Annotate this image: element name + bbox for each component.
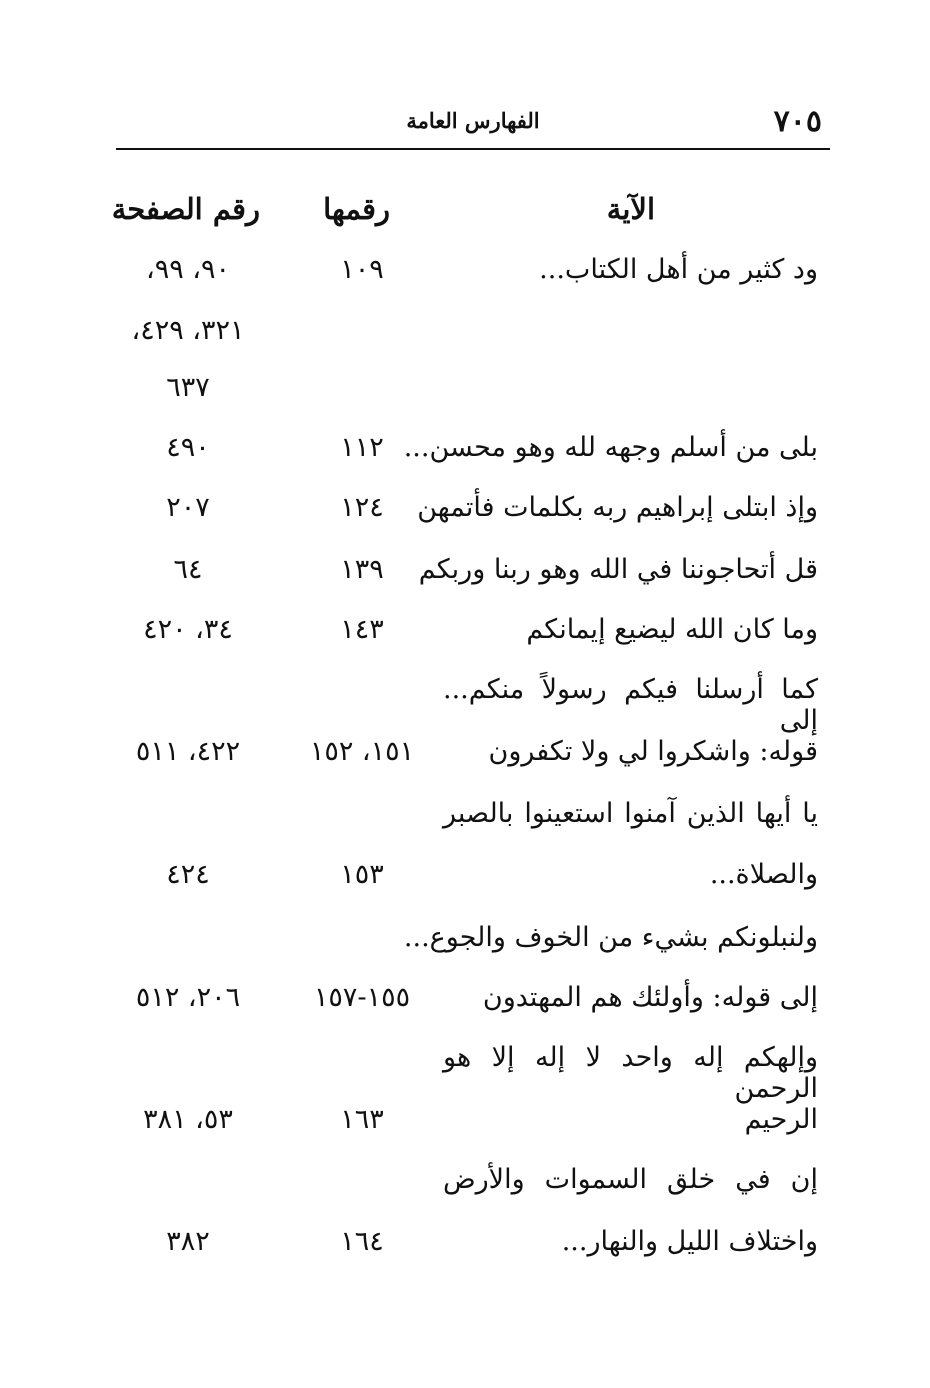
table-row [0,672,930,734]
table-row [0,857,930,919]
page-refs: ٢٠٧ [166,492,210,523]
verse-text: يا أيها الذين آمنوا استعينوا بالصبر [443,798,818,829]
verse-number: ١٦٣ [340,1104,384,1135]
table-row [0,612,930,674]
page-refs: ٦٣٧ [166,372,210,403]
page-refs: ٤٩٠ [166,432,210,463]
verse-text: الرحيم [744,1104,818,1135]
page-refs: ٦٤ [173,554,203,585]
table-row [0,980,930,1042]
page-refs: ٥٣، ٣٨١ [143,1104,233,1135]
header-rule [116,148,830,150]
verse-text: كما أرسلنا فيكم رسولاً منكم... إلى [443,674,818,736]
table-row [0,490,930,552]
table-row [0,1040,930,1102]
page-refs: ٣٢١، ٤٢٩، [131,315,245,346]
table-row [0,252,930,314]
verse-text: وإذ ابتلى إبراهيم ربه بكلمات فأتمهن [417,492,818,523]
verse-number: ١٤٣ [340,614,384,645]
verse-number: ١٦٤ [340,1226,384,1257]
column-header-page: رقم الصفحة [111,192,260,226]
verse-text: والصلاة... [709,859,818,890]
verse-number: ١٠٩ [340,254,384,285]
verse-text: إلى قوله: وأولئك هم المهتدون [482,982,818,1013]
table-row [0,430,930,492]
verse-number: ١٣٩ [340,554,384,585]
page-refs: ٣٨٢ [166,1226,210,1257]
verse-number: ١١٢ [340,432,384,463]
table-row [0,1162,930,1224]
verse-text: وإلهكم إله واحد لا إله إلا هو الرحمن [443,1042,818,1104]
verse-number: ١٥٥-١٥٧ [313,982,411,1013]
verse-text: وما كان الله ليضيع إيمانكم [526,614,818,645]
table-row [0,1224,930,1286]
table-row [0,920,930,982]
page-refs: ٣٤، ٤٢٠ [143,614,233,645]
verse-number: ١٥١، ١٥٢ [309,736,415,767]
verse-text: قوله: واشكروا لي ولا تكفرون [488,736,818,767]
table-row [0,796,930,858]
verse-number: ١٢٤ [340,492,384,523]
table-row [0,313,930,375]
page-header [116,104,830,148]
table-row [0,734,930,796]
column-header-verse: الآية [606,192,655,226]
page-refs: ٩٠، ٩٩، [145,254,231,285]
verse-text: بلى من أسلم وجهه لله وهو محسن... [403,432,818,463]
running-title: الفهارس العامة [406,108,540,133]
verse-text: ولنبلونكم بشيء من الخوف والجوع... [403,922,818,953]
verse-text: إن في خلق السموات والأرض [443,1164,818,1195]
column-header-number: رقمها [323,192,390,226]
page-refs: ٤٢٤ [166,859,210,890]
table-row [0,552,930,614]
page-refs: ٢٠٦، ٥١٢ [135,982,241,1013]
table-row [0,370,930,432]
verse-text: ود كثير من أهل الكتاب... [539,254,818,285]
page-number: ٧٠٥ [773,104,822,139]
page-refs: ٤٢٢، ٥١١ [135,736,241,767]
table-row [0,1102,930,1164]
verse-text: قل أتحاجوننا في الله وهو ربنا وربكم [418,554,818,585]
verse-text: واختلاف الليل والنهار... [561,1226,818,1257]
verse-number: ١٥٣ [340,859,384,890]
